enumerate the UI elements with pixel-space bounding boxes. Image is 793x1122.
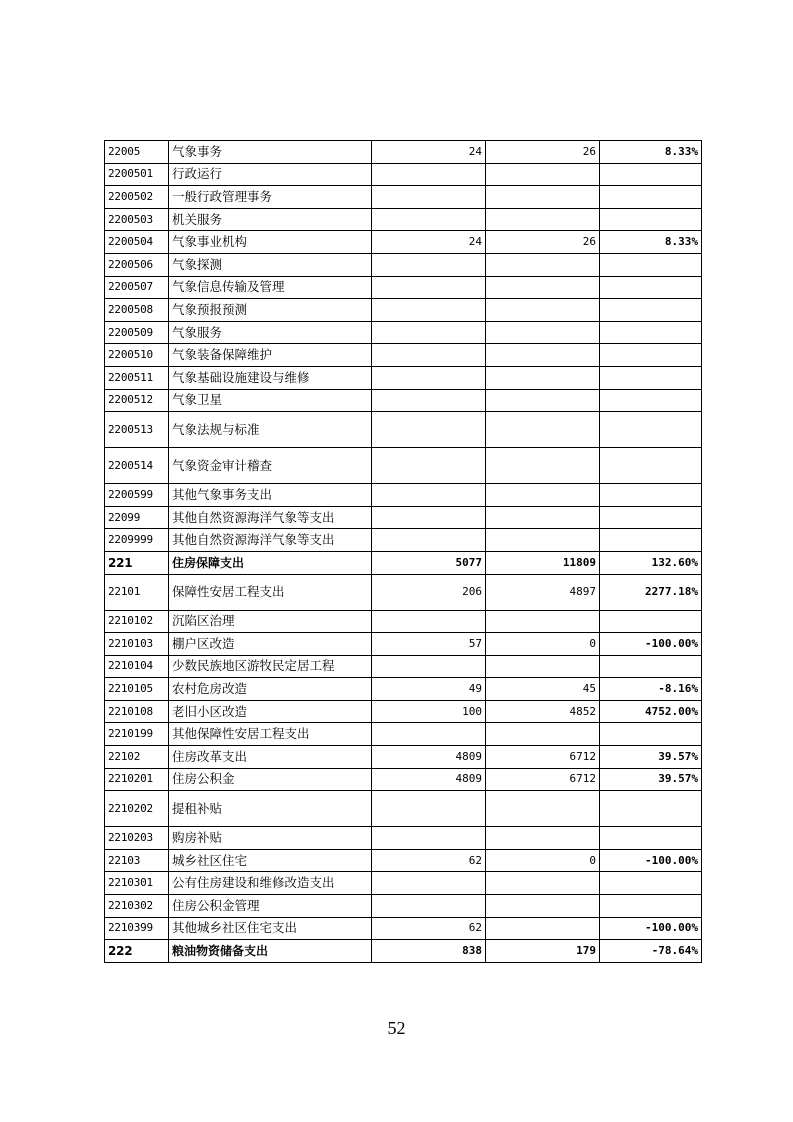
cell-code: 222 bbox=[105, 940, 169, 963]
cell-name: 保障性安居工程支出 bbox=[169, 574, 372, 610]
table-row bbox=[105, 746, 702, 769]
table-row bbox=[105, 208, 702, 231]
cell-name: 住房改革支出 bbox=[169, 746, 372, 769]
cell-change-pct bbox=[600, 791, 702, 827]
cell-value-prev bbox=[372, 321, 486, 344]
cell-value-prev bbox=[372, 448, 486, 484]
cell-value-prev: 49 bbox=[372, 678, 486, 701]
table-row bbox=[105, 299, 702, 322]
cell-value-curr: 6712 bbox=[486, 768, 600, 791]
cell-value-prev bbox=[372, 186, 486, 209]
cell-change-pct bbox=[600, 529, 702, 552]
cell-name: 农村危房改造 bbox=[169, 678, 372, 701]
cell-code: 2200510 bbox=[105, 344, 169, 367]
cell-value-prev bbox=[372, 895, 486, 918]
cell-value-curr bbox=[486, 163, 600, 186]
cell-name: 气象服务 bbox=[169, 321, 372, 344]
cell-change-pct: -8.16% bbox=[600, 678, 702, 701]
cell-value-prev bbox=[372, 163, 486, 186]
cell-name: 少数民族地区游牧民定居工程 bbox=[169, 655, 372, 678]
cell-code: 2200507 bbox=[105, 276, 169, 299]
cell-change-pct: 132.60% bbox=[600, 551, 702, 574]
cell-value-curr: 179 bbox=[486, 940, 600, 963]
cell-name: 气象探测 bbox=[169, 253, 372, 276]
table-row bbox=[105, 551, 702, 574]
cell-code: 2200501 bbox=[105, 163, 169, 186]
cell-value-prev: 62 bbox=[372, 849, 486, 872]
cell-name: 公有住房建设和维修改造支出 bbox=[169, 872, 372, 895]
cell-name: 气象信息传输及管理 bbox=[169, 276, 372, 299]
cell-value-prev bbox=[372, 208, 486, 231]
table-row bbox=[105, 389, 702, 412]
table-row bbox=[105, 253, 702, 276]
cell-code: 2210108 bbox=[105, 700, 169, 723]
cell-value-prev: 57 bbox=[372, 633, 486, 656]
table-row bbox=[105, 940, 702, 963]
cell-name: 气象法规与标准 bbox=[169, 412, 372, 448]
cell-value-curr bbox=[486, 791, 600, 827]
cell-value-curr bbox=[486, 917, 600, 940]
cell-change-pct bbox=[600, 276, 702, 299]
table-row bbox=[105, 768, 702, 791]
table-row bbox=[105, 723, 702, 746]
cell-name: 气象事务 bbox=[169, 141, 372, 164]
cell-value-curr: 26 bbox=[486, 141, 600, 164]
page-number: 52 bbox=[387, 1018, 406, 1038]
table-row bbox=[105, 917, 702, 940]
cell-value-curr bbox=[486, 723, 600, 746]
cell-code: 2200513 bbox=[105, 412, 169, 448]
cell-value-curr bbox=[486, 186, 600, 209]
table-row bbox=[105, 366, 702, 389]
cell-change-pct: 39.57% bbox=[600, 768, 702, 791]
cell-value-prev bbox=[372, 723, 486, 746]
cell-change-pct bbox=[600, 827, 702, 850]
cell-name: 住房公积金 bbox=[169, 768, 372, 791]
cell-name: 机关服务 bbox=[169, 208, 372, 231]
budget-table bbox=[104, 140, 702, 963]
cell-change-pct: 8.33% bbox=[600, 231, 702, 254]
table-row bbox=[105, 529, 702, 552]
cell-code: 2200514 bbox=[105, 448, 169, 484]
cell-value-prev bbox=[372, 529, 486, 552]
cell-value-curr: 4897 bbox=[486, 574, 600, 610]
cell-value-curr bbox=[486, 208, 600, 231]
cell-change-pct bbox=[600, 412, 702, 448]
table-row bbox=[105, 412, 702, 448]
cell-name: 气象基础设施建设与维修 bbox=[169, 366, 372, 389]
table-row bbox=[105, 655, 702, 678]
cell-change-pct bbox=[600, 448, 702, 484]
cell-name: 其他城乡社区住宅支出 bbox=[169, 917, 372, 940]
cell-name: 气象装备保障维护 bbox=[169, 344, 372, 367]
cell-value-prev: 24 bbox=[372, 231, 486, 254]
cell-value-prev: 62 bbox=[372, 917, 486, 940]
cell-value-prev bbox=[372, 344, 486, 367]
cell-name: 其他保障性安居工程支出 bbox=[169, 723, 372, 746]
table-row bbox=[105, 791, 702, 827]
cell-code: 22005 bbox=[105, 141, 169, 164]
cell-change-pct bbox=[600, 723, 702, 746]
cell-name: 气象事业机构 bbox=[169, 231, 372, 254]
cell-value-curr bbox=[486, 872, 600, 895]
cell-name: 其他自然资源海洋气象等支出 bbox=[169, 506, 372, 529]
cell-value-curr bbox=[486, 389, 600, 412]
cell-name: 气象卫星 bbox=[169, 389, 372, 412]
cell-value-curr bbox=[486, 299, 600, 322]
table-row bbox=[105, 448, 702, 484]
cell-value-curr bbox=[486, 655, 600, 678]
table-row bbox=[105, 849, 702, 872]
cell-value-prev: 838 bbox=[372, 940, 486, 963]
cell-value-prev bbox=[372, 655, 486, 678]
cell-value-prev bbox=[372, 299, 486, 322]
cell-code: 2210202 bbox=[105, 791, 169, 827]
cell-code: 2210199 bbox=[105, 723, 169, 746]
cell-code: 2210105 bbox=[105, 678, 169, 701]
cell-value-prev bbox=[372, 412, 486, 448]
cell-value-curr bbox=[486, 529, 600, 552]
cell-value-prev bbox=[372, 610, 486, 633]
table-row bbox=[105, 895, 702, 918]
cell-code: 2210201 bbox=[105, 768, 169, 791]
cell-code: 2200504 bbox=[105, 231, 169, 254]
cell-name: 其他自然资源海洋气象等支出 bbox=[169, 529, 372, 552]
cell-change-pct bbox=[600, 208, 702, 231]
table-row bbox=[105, 506, 702, 529]
cell-change-pct: 39.57% bbox=[600, 746, 702, 769]
cell-name: 城乡社区住宅 bbox=[169, 849, 372, 872]
cell-code: 22101 bbox=[105, 574, 169, 610]
cell-code: 2200509 bbox=[105, 321, 169, 344]
cell-code: 2210104 bbox=[105, 655, 169, 678]
cell-change-pct bbox=[600, 895, 702, 918]
cell-value-prev: 4809 bbox=[372, 768, 486, 791]
cell-code: 2200512 bbox=[105, 389, 169, 412]
cell-change-pct: -100.00% bbox=[600, 917, 702, 940]
cell-change-pct bbox=[600, 610, 702, 633]
cell-name: 沉陷区治理 bbox=[169, 610, 372, 633]
cell-value-curr bbox=[486, 506, 600, 529]
cell-code: 22099 bbox=[105, 506, 169, 529]
cell-change-pct bbox=[600, 321, 702, 344]
cell-value-curr bbox=[486, 321, 600, 344]
cell-code: 2200506 bbox=[105, 253, 169, 276]
cell-value-curr bbox=[486, 448, 600, 484]
cell-value-curr bbox=[486, 484, 600, 507]
table-row bbox=[105, 700, 702, 723]
cell-value-prev bbox=[372, 827, 486, 850]
table-row bbox=[105, 276, 702, 299]
cell-change-pct: 4752.00% bbox=[600, 700, 702, 723]
cell-value-curr bbox=[486, 253, 600, 276]
cell-value-prev: 4809 bbox=[372, 746, 486, 769]
cell-value-curr bbox=[486, 344, 600, 367]
table-row bbox=[105, 163, 702, 186]
cell-change-pct: -100.00% bbox=[600, 849, 702, 872]
cell-code: 2200502 bbox=[105, 186, 169, 209]
cell-code: 2210203 bbox=[105, 827, 169, 850]
cell-value-prev bbox=[372, 484, 486, 507]
cell-change-pct bbox=[600, 655, 702, 678]
cell-value-curr bbox=[486, 412, 600, 448]
table-row bbox=[105, 141, 702, 164]
table-row bbox=[105, 610, 702, 633]
cell-value-prev bbox=[372, 791, 486, 827]
cell-code: 2200599 bbox=[105, 484, 169, 507]
table-row bbox=[105, 186, 702, 209]
cell-name: 气象资金审计稽查 bbox=[169, 448, 372, 484]
cell-value-curr: 0 bbox=[486, 633, 600, 656]
cell-change-pct: 8.33% bbox=[600, 141, 702, 164]
cell-value-curr: 11809 bbox=[486, 551, 600, 574]
table-row bbox=[105, 231, 702, 254]
cell-code: 2210399 bbox=[105, 917, 169, 940]
cell-code: 2209999 bbox=[105, 529, 169, 552]
cell-name: 一般行政管理事务 bbox=[169, 186, 372, 209]
cell-change-pct bbox=[600, 484, 702, 507]
cell-change-pct bbox=[600, 299, 702, 322]
cell-name: 其他气象事务支出 bbox=[169, 484, 372, 507]
cell-code: 2210302 bbox=[105, 895, 169, 918]
cell-value-curr bbox=[486, 610, 600, 633]
cell-change-pct bbox=[600, 872, 702, 895]
cell-code: 2200508 bbox=[105, 299, 169, 322]
cell-name: 行政运行 bbox=[169, 163, 372, 186]
cell-name: 住房保障支出 bbox=[169, 551, 372, 574]
cell-change-pct bbox=[600, 506, 702, 529]
cell-name: 住房公积金管理 bbox=[169, 895, 372, 918]
cell-change-pct bbox=[600, 366, 702, 389]
table-row bbox=[105, 872, 702, 895]
cell-change-pct: -78.64% bbox=[600, 940, 702, 963]
cell-code: 221 bbox=[105, 551, 169, 574]
cell-value-curr bbox=[486, 366, 600, 389]
cell-name: 棚户区改造 bbox=[169, 633, 372, 656]
table-row bbox=[105, 344, 702, 367]
cell-code: 2200511 bbox=[105, 366, 169, 389]
cell-change-pct bbox=[600, 253, 702, 276]
cell-value-prev bbox=[372, 253, 486, 276]
cell-change-pct: -100.00% bbox=[600, 633, 702, 656]
cell-value-curr bbox=[486, 276, 600, 299]
cell-change-pct bbox=[600, 186, 702, 209]
cell-change-pct bbox=[600, 344, 702, 367]
cell-code: 2210103 bbox=[105, 633, 169, 656]
cell-value-prev bbox=[372, 389, 486, 412]
cell-code: 2200503 bbox=[105, 208, 169, 231]
cell-value-curr: 45 bbox=[486, 678, 600, 701]
cell-value-curr: 26 bbox=[486, 231, 600, 254]
cell-name: 购房补贴 bbox=[169, 827, 372, 850]
cell-name: 提租补贴 bbox=[169, 791, 372, 827]
cell-code: 2210301 bbox=[105, 872, 169, 895]
table-row bbox=[105, 827, 702, 850]
cell-value-curr: 4852 bbox=[486, 700, 600, 723]
table-row bbox=[105, 633, 702, 656]
table-row bbox=[105, 321, 702, 344]
cell-value-curr bbox=[486, 895, 600, 918]
cell-code: 22103 bbox=[105, 849, 169, 872]
cell-value-prev: 100 bbox=[372, 700, 486, 723]
cell-change-pct bbox=[600, 163, 702, 186]
cell-value-prev: 24 bbox=[372, 141, 486, 164]
cell-name: 粮油物资储备支出 bbox=[169, 940, 372, 963]
cell-change-pct: 2277.18% bbox=[600, 574, 702, 610]
cell-value-curr bbox=[486, 827, 600, 850]
table-row bbox=[105, 574, 702, 610]
table-body bbox=[105, 141, 702, 963]
cell-code: 22102 bbox=[105, 746, 169, 769]
cell-value-prev bbox=[372, 366, 486, 389]
cell-name: 老旧小区改造 bbox=[169, 700, 372, 723]
cell-value-prev: 5077 bbox=[372, 551, 486, 574]
cell-value-prev bbox=[372, 276, 486, 299]
cell-value-prev bbox=[372, 506, 486, 529]
cell-value-curr: 0 bbox=[486, 849, 600, 872]
cell-name: 气象预报预测 bbox=[169, 299, 372, 322]
table-row bbox=[105, 678, 702, 701]
cell-value-curr: 6712 bbox=[486, 746, 600, 769]
table-row bbox=[105, 484, 702, 507]
cell-value-prev bbox=[372, 872, 486, 895]
cell-code: 2210102 bbox=[105, 610, 169, 633]
cell-value-prev: 206 bbox=[372, 574, 486, 610]
cell-change-pct bbox=[600, 389, 702, 412]
